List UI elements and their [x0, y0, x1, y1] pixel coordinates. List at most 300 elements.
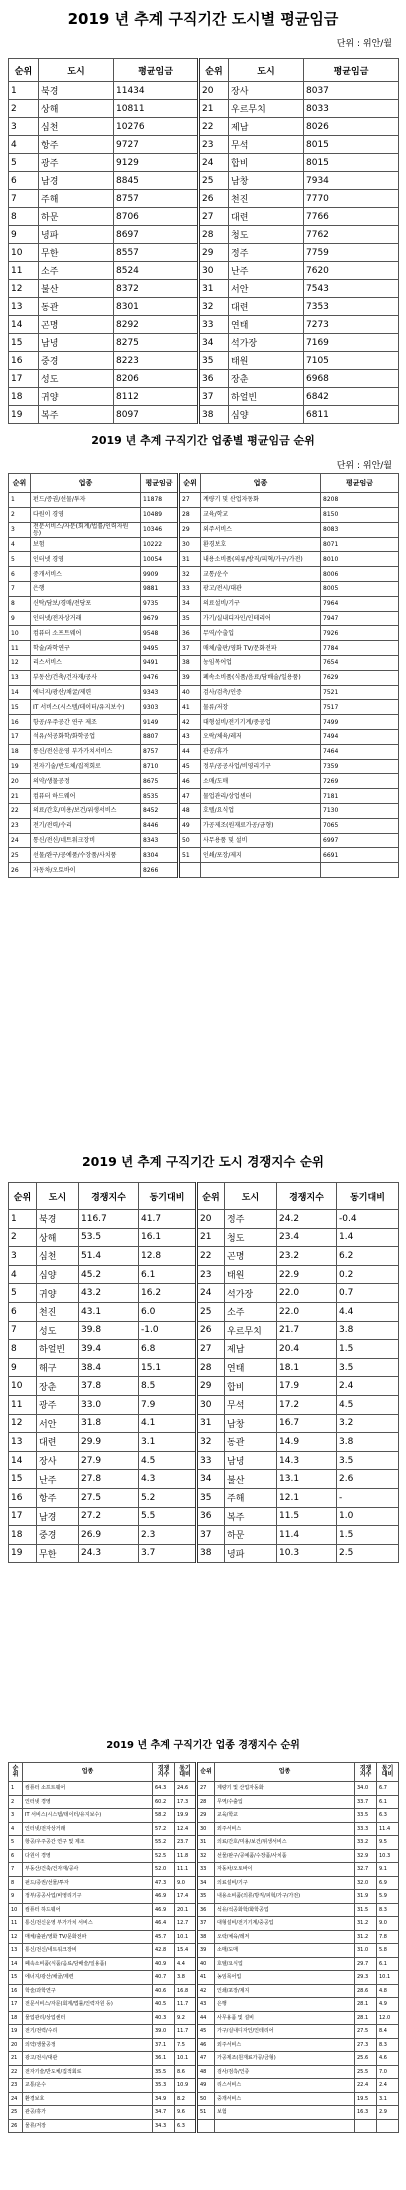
table-cell: 38.4: [79, 1358, 139, 1377]
table-cell: 3: [9, 522, 31, 537]
table-row: [9, 700, 399, 715]
header-cell: 순위: [179, 474, 201, 493]
table-cell: 의약/생물공정: [31, 774, 141, 789]
table-cell: 34: [197, 1876, 215, 1890]
table-cell: 소주: [225, 1302, 277, 1321]
table-cell: [201, 863, 321, 878]
table-cell: 6.1: [377, 1957, 399, 1971]
table-cell: 16.7: [277, 1414, 337, 1433]
table-cell: 47: [197, 2052, 215, 2066]
table-cell: 남녕: [225, 1451, 277, 1470]
table-cell: 3: [9, 1247, 37, 1266]
table-cell: 4: [9, 1822, 23, 1836]
table-cell: 천진: [37, 1302, 79, 1321]
table-cell: 8.2: [175, 2092, 197, 2106]
table-row: [9, 82, 399, 100]
header-cell: 도시: [37, 1183, 79, 1210]
header-cell: 업종: [215, 1763, 355, 1782]
table-cell: 21: [197, 1228, 225, 1247]
table-cell: 11.7: [175, 1998, 197, 2012]
table-cell: 외주서비스: [201, 522, 321, 537]
table-cell: 태원: [229, 352, 304, 370]
table-row: [9, 1433, 399, 1452]
table-cell: 5.8: [377, 1944, 399, 1958]
table-cell: 학술/과학연구: [31, 641, 141, 656]
table-row: [9, 1228, 399, 1247]
header-cell: 순위: [9, 1183, 37, 1210]
table-cell: [321, 863, 399, 878]
table-cell: 6.9: [377, 1876, 399, 1890]
table-cell: 3.1: [377, 2092, 399, 2106]
section-title-city-wage: 2019 년 추계 구직기간 도시별 평균임금: [67, 10, 339, 28]
table-cell: 통신/전신운영 부가가치서비스: [31, 744, 141, 759]
table-row: [9, 1302, 399, 1321]
table-cell: 7521: [321, 685, 399, 700]
table-cell: 난주: [37, 1470, 79, 1489]
table-row: [9, 2052, 399, 2066]
table-row: [9, 611, 399, 626]
table-cell: 12.4: [175, 1822, 197, 1836]
table-header-row: [9, 1763, 399, 1782]
table-cell: 9: [9, 1890, 23, 1904]
table-cell: 20: [199, 82, 229, 100]
table-cell: 34.7: [153, 2106, 175, 2120]
table-cell: 15.1: [139, 1358, 197, 1377]
table-cell: 5: [9, 1836, 23, 1850]
table-cell: 선물/완구/공예품/수장품/사치품: [31, 848, 141, 863]
table-cell: 30: [199, 262, 229, 280]
table-cell: 16: [9, 1488, 37, 1507]
table-row: [9, 1971, 399, 1985]
table-cell: 녕파: [39, 226, 114, 244]
header-cell: 업종: [23, 1763, 153, 1782]
table-cell: 18: [9, 1526, 37, 1545]
table-cell: 8112: [114, 388, 199, 406]
table-cell: 귀양: [39, 388, 114, 406]
table-cell: 13: [9, 1944, 23, 1958]
table-cell: 12: [9, 1414, 37, 1433]
table-cell: 35.3: [153, 2079, 175, 2093]
table-cell: 23: [9, 2079, 23, 2093]
table-cell: 46.9: [153, 1903, 175, 1917]
table-cell: 21.7: [277, 1321, 337, 1340]
table-cell: 36.1: [153, 2052, 175, 2066]
table-cell: 12.1: [277, 1488, 337, 1507]
table-cell: 27.9: [79, 1451, 139, 1470]
table-cell: 정주: [229, 244, 304, 262]
table-cell: 36: [197, 1903, 215, 1917]
table-cell: 8083: [321, 522, 399, 537]
table-cell: 교통/운수: [23, 2079, 153, 2093]
table-cell: 8208: [321, 493, 399, 508]
table-cell: 15.4: [175, 1944, 197, 1958]
table-cell: 10054: [141, 552, 179, 567]
table-cell: 12: [9, 1930, 23, 1944]
table-cell: 자동차/오토바이: [31, 863, 141, 878]
table-cell: 검사/검측/인증: [215, 2065, 355, 2079]
table-cell: 8.5: [139, 1377, 197, 1396]
table-cell: 물류/저장: [201, 700, 321, 715]
table-cell: 8015: [304, 154, 399, 172]
table-cell: 자동차/오토바이: [215, 1863, 355, 1877]
table-cell: 8343: [141, 833, 179, 848]
table-cell: 북경: [39, 82, 114, 100]
table-cell: 1: [9, 82, 39, 100]
table-cell: 48: [197, 2065, 215, 2079]
table-cell: 16: [9, 715, 31, 730]
table-cell: 26: [9, 863, 31, 878]
table-cell: 4: [9, 537, 31, 552]
table-cell: 43: [179, 729, 201, 744]
table-row: [9, 352, 399, 370]
table-row: [9, 100, 399, 118]
table-row: [9, 2079, 399, 2093]
table-cell: -0.4: [337, 1210, 399, 1229]
table-cell: 2.3: [139, 1526, 197, 1545]
table-cell: 7766: [304, 208, 399, 226]
table-row: [9, 863, 399, 878]
table-cell: 7: [9, 581, 31, 596]
table-cell: 관공/휴가: [201, 744, 321, 759]
table-cell: 우르무치: [229, 100, 304, 118]
table-cell: 녕파: [225, 1544, 277, 1563]
table-cell: 33: [179, 581, 201, 596]
table-row: [9, 388, 399, 406]
table-cell: 해구: [37, 1358, 79, 1377]
table-cell: 4.5: [139, 1451, 197, 1470]
industry-competition-table: [8, 1762, 399, 2133]
table-cell: 7: [9, 190, 39, 208]
table-cell: 44: [179, 744, 201, 759]
table-cell: 11.7: [175, 2025, 197, 2039]
table-cell: 28.6: [355, 1984, 377, 1998]
table-cell: 정부/공공사업/비영리기구: [201, 759, 321, 774]
table-row: [9, 493, 399, 508]
table-cell: 항공/우주공간 연구 제조: [31, 715, 141, 730]
table-cell: 물업관리/상업센터: [201, 789, 321, 804]
unit-label: 단위 : 위안/월: [336, 461, 392, 471]
table-cell: 7499: [321, 715, 399, 730]
table-cell: 37: [197, 1526, 225, 1545]
table-row: [9, 1836, 399, 1850]
table-cell: 9679: [141, 611, 179, 626]
table-cell: 6.0: [139, 1302, 197, 1321]
table-cell: 12: [9, 280, 39, 298]
table-cell: 7169: [304, 334, 399, 352]
table-cell: 1: [9, 1782, 23, 1796]
table-cell: 7: [9, 1863, 23, 1877]
table-cell: 9.0: [377, 1917, 399, 1931]
table-cell: 중경: [39, 352, 114, 370]
table-cell: 45.2: [79, 1265, 139, 1284]
table-cell: 태원: [225, 1265, 277, 1284]
table-cell: 부동산/건축/건자재/공사: [23, 1863, 153, 1877]
table-cell: 8452: [141, 803, 179, 818]
table-cell: 북경: [37, 1210, 79, 1229]
table-cell: 8.6: [175, 2065, 197, 2079]
table-cell: 33.0: [79, 1395, 139, 1414]
table-cell: 17: [9, 729, 31, 744]
table-cell: 45: [197, 2025, 215, 2039]
table-cell: 33.7: [355, 1795, 377, 1809]
table-cell: 32: [199, 298, 229, 316]
table-cell: 4: [9, 1265, 37, 1284]
table-row: [9, 1930, 399, 1944]
table-cell: 5: [9, 1284, 37, 1303]
table-row: [9, 136, 399, 154]
header-cell: 동기대비: [175, 1763, 197, 1782]
city-competition-table: [8, 1182, 399, 1563]
table-cell: 1.0: [337, 1507, 399, 1526]
table-cell: 광주: [37, 1395, 79, 1414]
table-cell: 17.9: [277, 1377, 337, 1396]
table-cell: 합비: [229, 154, 304, 172]
table-cell: 남경: [37, 1507, 79, 1526]
table-cell: 중개서비스: [215, 2092, 355, 2106]
table-cell: 8037: [304, 82, 399, 100]
table-cell: 15: [9, 700, 31, 715]
table-cell: 6: [9, 567, 31, 582]
table-cell: 부동산/건축/건자재/공사: [31, 670, 141, 685]
table-cell: 31.9: [355, 1890, 377, 1904]
table-cell: 31.2: [355, 1930, 377, 1944]
table-row: [9, 848, 399, 863]
table-cell: 50: [179, 833, 201, 848]
table-cell: 31.5: [355, 1903, 377, 1917]
table-cell: 10: [9, 244, 39, 262]
table-row: [9, 298, 399, 316]
table-cell: 보험: [215, 2106, 355, 2120]
header-cell: 경쟁지수: [153, 1763, 175, 1782]
table-cell: 11: [9, 262, 39, 280]
table-cell: 5.5: [139, 1507, 197, 1526]
table-cell: 8757: [114, 190, 199, 208]
table-cell: 3.7: [139, 1544, 197, 1563]
table-cell: 동관: [39, 298, 114, 316]
table-cell: 37: [199, 388, 229, 406]
table-row: [9, 1809, 399, 1823]
table-cell: 32.9: [355, 1849, 377, 1863]
table-cell: 제남: [229, 118, 304, 136]
table-cell: 2: [9, 1795, 23, 1809]
table-cell: 매체/출판/영화 TV/문화전파: [201, 641, 321, 656]
table-cell: 서안: [37, 1414, 79, 1433]
table-row: [9, 2065, 399, 2079]
table-row: [9, 172, 399, 190]
header-cell: 경쟁지수: [79, 1183, 139, 1210]
table-cell: 35: [197, 1890, 215, 1904]
table-cell: 37: [179, 641, 201, 656]
table-row: [9, 626, 399, 641]
table-cell: 24: [197, 1284, 225, 1303]
table-cell: 37.1: [153, 2038, 175, 2052]
table-cell: 9343: [141, 685, 179, 700]
table-cell: 12.8: [139, 1247, 197, 1266]
table-cell: 심양: [229, 406, 304, 424]
table-cell: 폐속소비품(식품/음료/담배술/일용품): [201, 670, 321, 685]
header-cell: 도시: [39, 59, 114, 82]
table-cell: 장사: [37, 1451, 79, 1470]
table-cell: 8535: [141, 789, 179, 804]
table-cell: 농임목어업: [201, 655, 321, 670]
table-cell: -: [337, 1488, 399, 1507]
table-cell: 남경: [39, 172, 114, 190]
table-cell: 27: [197, 1340, 225, 1359]
table-cell: 31: [199, 280, 229, 298]
table-cell: 통신/전신/네트워크장비: [31, 833, 141, 848]
table-cell: 16.2: [139, 1284, 197, 1303]
table-cell: 21: [9, 2052, 23, 2066]
table-cell: 53.5: [79, 1228, 139, 1247]
table-cell: 무한: [37, 1544, 79, 1563]
table-cell: 7654: [321, 655, 399, 670]
table-cell: 49: [197, 2079, 215, 2093]
table-cell: 24.6: [175, 1782, 197, 1796]
table-cell: 합비: [225, 1377, 277, 1396]
table-cell: 8015: [304, 136, 399, 154]
table-cell: 24.2: [277, 1210, 337, 1229]
table-cell: [355, 2119, 377, 2133]
table-row: [9, 670, 399, 685]
table-cell: 4.5: [337, 1395, 399, 1414]
table-cell: 상해: [39, 100, 114, 118]
table-cell: 25: [197, 1302, 225, 1321]
table-cell: 3.1: [139, 1433, 197, 1452]
table-cell: 51.4: [79, 1247, 139, 1266]
table-cell: 8372: [114, 280, 199, 298]
table-cell: 8675: [141, 774, 179, 789]
table-cell: 10: [9, 1377, 37, 1396]
table-cell: 60.2: [153, 1795, 175, 1809]
table-cell: 장춘: [37, 1377, 79, 1396]
table-cell: 8301: [114, 298, 199, 316]
table-cell: 리스서비스: [31, 655, 141, 670]
header-cell: 순위: [197, 1183, 225, 1210]
table-cell: 21: [9, 789, 31, 804]
table-cell: 64.3: [153, 1782, 175, 1796]
table-cell: 8010: [321, 552, 399, 567]
table-cell: 35: [197, 1488, 225, 1507]
table-cell: 인쇄/포장/제지: [201, 848, 321, 863]
table-cell: 29: [179, 522, 201, 537]
table-cell: 무한: [39, 244, 114, 262]
industry-wage-table: [8, 473, 399, 878]
table-cell: 환경보호: [23, 2092, 153, 2106]
table-cell: 35: [179, 611, 201, 626]
table-cell: 8005: [321, 581, 399, 596]
table-row: [9, 729, 399, 744]
table-cell: 8: [9, 1876, 23, 1890]
table-cell: 10489: [141, 507, 179, 522]
table-cell: 호텔/요식업: [215, 1957, 355, 1971]
table-cell: 31: [179, 552, 201, 567]
table-cell: 8.3: [377, 1903, 399, 1917]
table-row: [9, 370, 399, 388]
table-cell: 10.1: [377, 1971, 399, 1985]
table-cell: 7181: [321, 789, 399, 804]
header-cell: 경쟁지수: [277, 1183, 337, 1210]
table-cell: 23: [197, 1265, 225, 1284]
table-cell: 36: [197, 1507, 225, 1526]
table-cell: 22: [9, 803, 31, 818]
table-cell: 농임목어업: [215, 1971, 355, 1985]
table-cell: 14: [9, 316, 39, 334]
table-cell: 9495: [141, 641, 179, 656]
table-row: [9, 567, 399, 582]
table-cell: 1: [9, 493, 31, 508]
table-cell: 19: [9, 759, 31, 774]
header-cell: 평균임금: [141, 474, 179, 493]
table-cell: 8710: [141, 759, 179, 774]
table-cell: 23: [199, 136, 229, 154]
table-cell: 하얼빈: [229, 388, 304, 406]
table-cell: 16.1: [139, 1228, 197, 1247]
table-cell: 3: [9, 118, 39, 136]
table-cell: 9735: [141, 596, 179, 611]
header-cell: 동기대비: [377, 1763, 399, 1782]
table-cell: 8807: [141, 729, 179, 744]
table-cell: 성도: [39, 370, 114, 388]
table-cell: 11434: [114, 82, 199, 100]
table-cell: 31.2: [355, 1917, 377, 1931]
table-cell: 9: [9, 226, 39, 244]
table-row: [9, 2092, 399, 2106]
table-cell: 36: [179, 626, 201, 641]
table-cell: 심천: [37, 1247, 79, 1266]
table-cell: IT 서비스(시스템/데이터/유지보수): [31, 700, 141, 715]
table-cell: 6.3: [377, 1809, 399, 1823]
table-cell: 6842: [304, 388, 399, 406]
table-cell: 에너지/광산/채굴/제련: [23, 1971, 153, 1985]
table-cell: 펀드/증권/선물/투자: [31, 493, 141, 508]
table-row: [9, 244, 399, 262]
table-cell: 22.0: [277, 1302, 337, 1321]
table-cell: 6997: [321, 833, 399, 848]
table-cell: 6.7: [377, 1782, 399, 1796]
table-cell: 31: [197, 1414, 225, 1433]
table-cell: 7784: [321, 641, 399, 656]
table-cell: 17.2: [277, 1395, 337, 1414]
table-cell: 45: [179, 759, 201, 774]
table-cell: 은행: [31, 581, 141, 596]
table-cell: 10346: [141, 522, 179, 537]
table-cell: 천진: [229, 190, 304, 208]
table-cell: 14: [9, 685, 31, 700]
table-cell: 15: [9, 1470, 37, 1489]
table-cell: 청도: [225, 1228, 277, 1247]
table-cell: 4.4: [175, 1957, 197, 1971]
table-cell: 11.4: [377, 1822, 399, 1836]
table-cell: 7934: [304, 172, 399, 190]
table-row: [9, 1340, 399, 1359]
table-row: [9, 1265, 399, 1284]
table-row: [9, 1984, 399, 1998]
table-cell: 10.9: [175, 2079, 197, 2093]
table-cell: 석가장: [229, 334, 304, 352]
table-cell: 27.5: [355, 2025, 377, 2039]
table-cell: 22.4: [355, 2079, 377, 2093]
table-cell: 19: [9, 406, 39, 424]
table-row: [9, 1247, 399, 1266]
table-row: [9, 1944, 399, 1958]
table-cell: 성도: [37, 1321, 79, 1340]
table-cell: 2.4: [377, 2079, 399, 2093]
table-cell: 33.5: [355, 1809, 377, 1823]
table-row: [9, 522, 399, 537]
table-cell: 35: [199, 352, 229, 370]
table-cell: 21: [199, 100, 229, 118]
table-row: [9, 1210, 399, 1229]
